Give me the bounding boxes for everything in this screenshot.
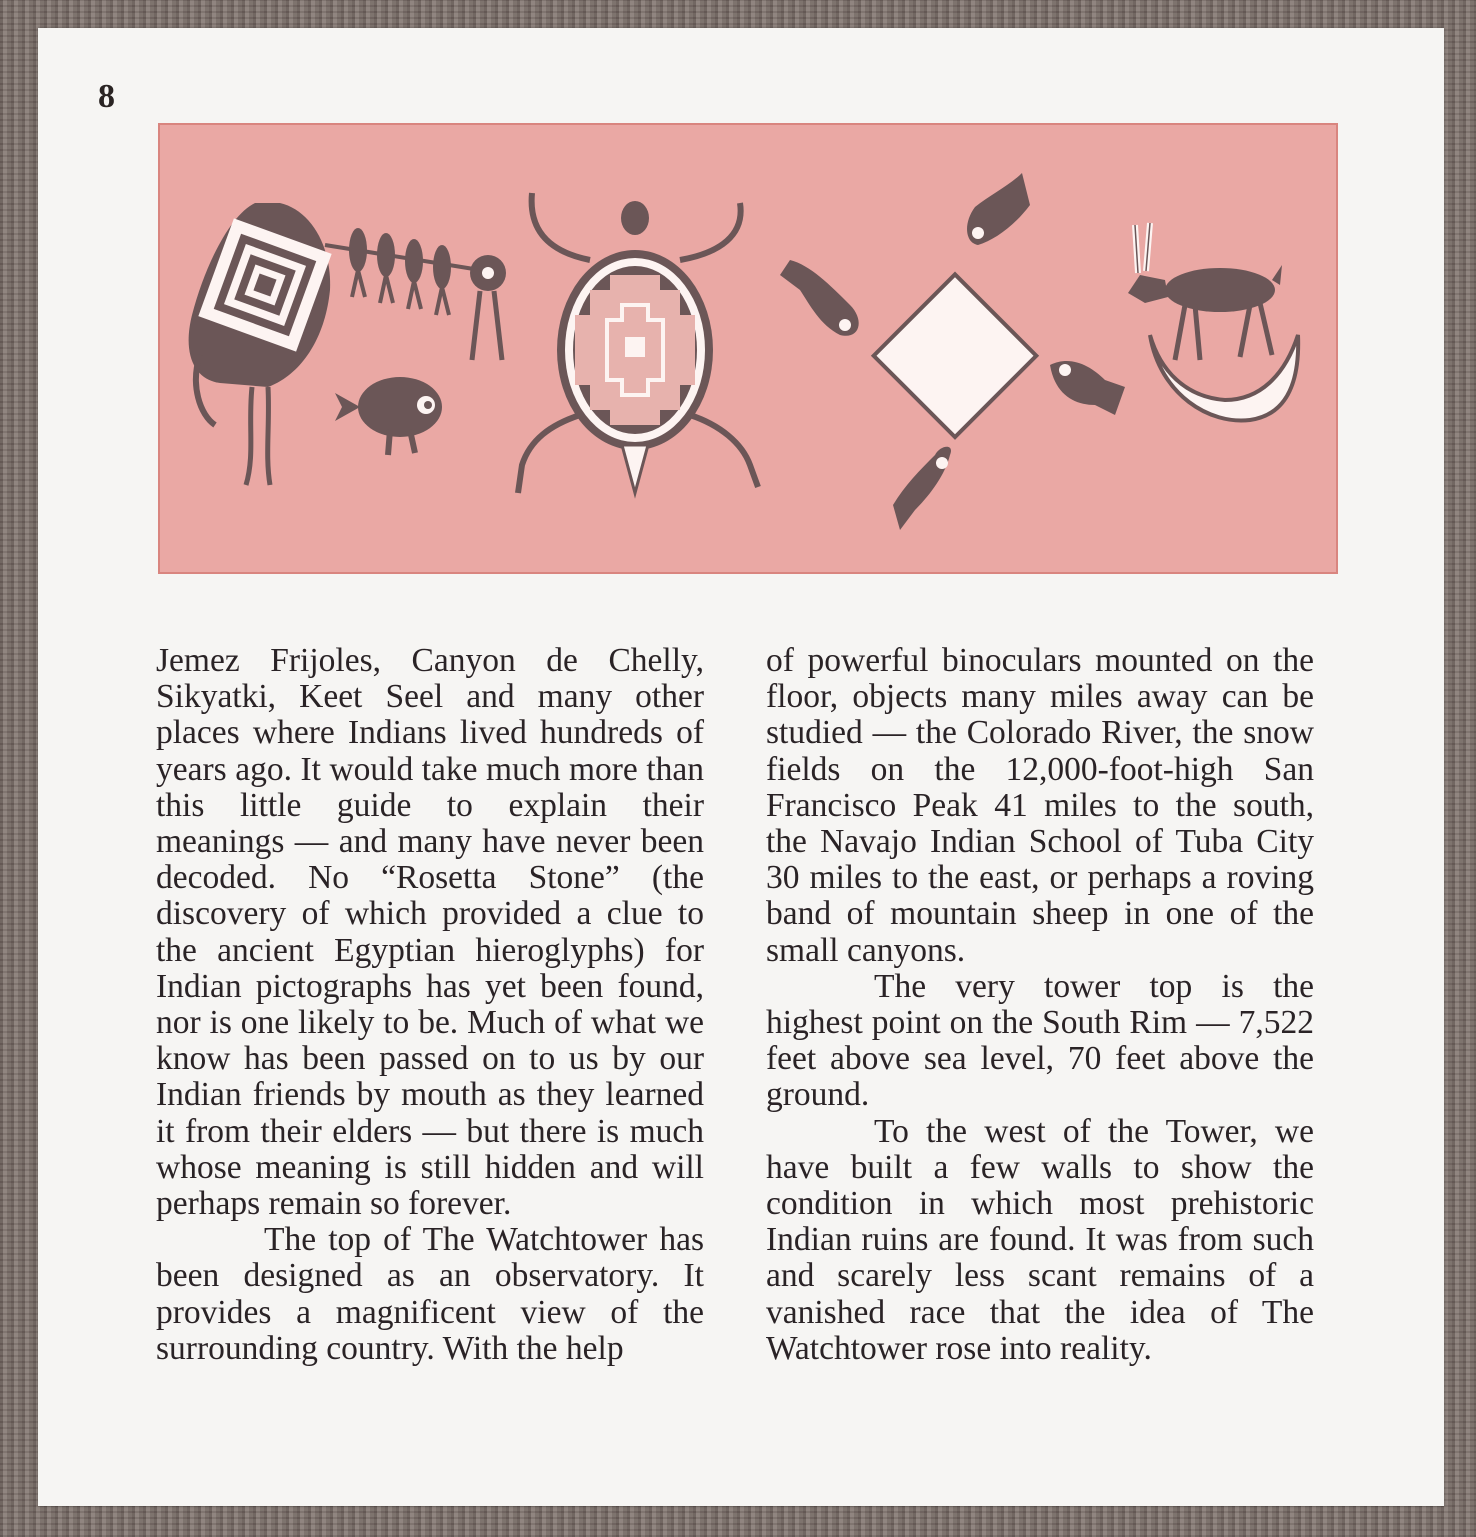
right-column bbox=[766, 643, 1314, 1367]
paragraph: The top of The Watchtower has been designed as an observatory. It provides a magnificent view of the surrounding country. With the help bbox=[156, 1221, 704, 1367]
book-page bbox=[38, 28, 1444, 1506]
turtle-icon bbox=[518, 193, 758, 493]
shield-figure-icon bbox=[189, 203, 332, 485]
paragraph: of powerful binoculars mounted on the floor, objects many miles away can be studied — the Colorado River, the snow fields on the 12,000-foot-high San Francisco Peak 41 miles to the south, the Navajo Indian School of Tuba City 30 miles to the east, or perhaps a roving band of mountain sheep in one of the small canyons. bbox=[766, 642, 1314, 969]
deer-on-moon-icon bbox=[1128, 223, 1298, 421]
paragraph: To the west of the Tower, we have built a few walls to show the condition in which most prehistoric Indian ruins are found. It was from such and scarely less scant remains of a vanished race that the idea of The Watchtower rose into reality. bbox=[766, 1112, 1314, 1367]
fish-chain-icon bbox=[325, 228, 506, 360]
page-number: 8 bbox=[98, 78, 115, 115]
paragraph: The very tower top is the highest point on the South Rim — 7,522 feet above sea level, 70 feet above the ground. bbox=[766, 967, 1314, 1114]
paragraph: Jemez Frijoles, Canyon de Chelly, Sikyatki, Keet Seel and many other places where Indians lived hundreds of years ago. It would take much more than this little guide to explain their meanings — and many have never been decoded. No “Rosetta Stone” (the discovery of which provided a clue to the ancient Egyptian hieroglyphs) for Indian pictographs has yet been found, nor is one likely to be. Much of what we know has been passed on to us by our Indian friends by mouth as they learned it from their elders — but there is much whose meaning is still hidden and will perhaps remain so forever. bbox=[156, 642, 704, 1223]
left-column bbox=[156, 643, 704, 1367]
pictograph-illustration bbox=[158, 123, 1338, 574]
fish-icon bbox=[335, 377, 442, 455]
diamond-with-fish-icon bbox=[780, 173, 1125, 530]
